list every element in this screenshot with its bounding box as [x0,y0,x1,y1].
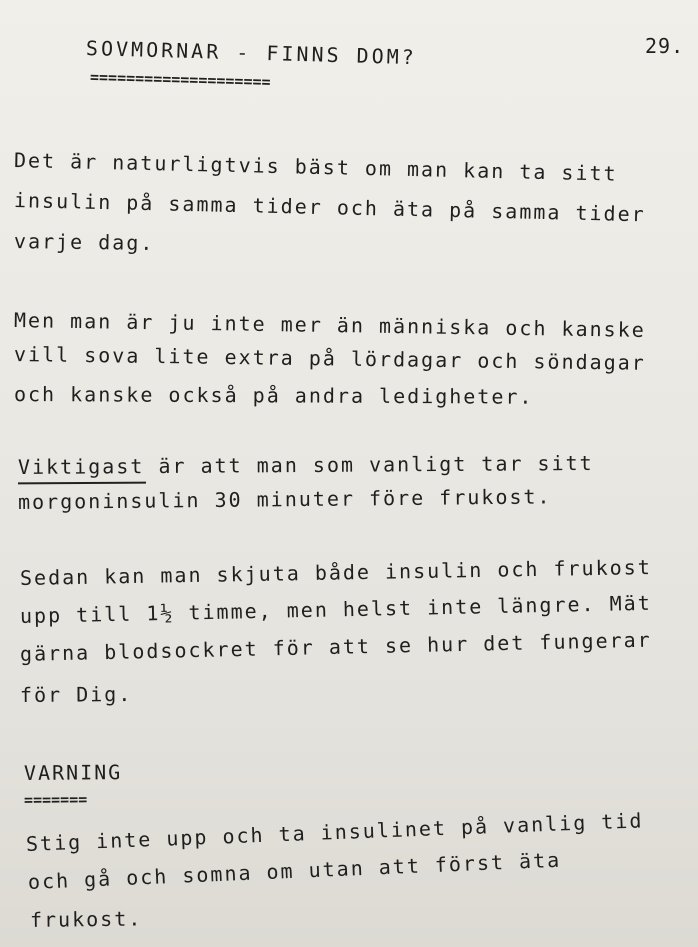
warning-heading: VARNING [23,760,123,785]
paragraph-line: gärna blodsockret för att se hur det fungerar [19,627,652,666]
emphasis-underline [18,482,146,485]
paragraph-line: Sedan kan man skjuta både insulin och frukost [19,554,652,590]
paragraph-line [17,450,594,479]
warning-line: och gå och somna om utan att först äta [27,847,562,894]
paragraph-line: för Dig. [19,682,133,707]
paragraph-line-rest: är att man som vanligt tar sitt [144,450,594,479]
paragraph-line: och kanske också på andra ledigheter. [13,382,534,409]
warning-underline: ======= [23,790,88,809]
warning-line: frukost. [29,906,143,932]
page-number: 29. [645,34,685,58]
paragraph-line: insulin på samma tider och äta på samma tider [13,188,646,227]
paragraph-line: varje dag. [13,229,155,255]
page-title: SOVMORNAR - FINNS DOM? [85,36,418,70]
emphasis-word: Viktigast [17,454,145,479]
warning-line: Stig inte upp och ta insulinet på vanlig tid [25,808,644,856]
paragraph-line: upp till 1½ timme, men helst inte längre. Mät [19,590,652,628]
paragraph-line: morgoninsulin 30 minuter före frukost. [17,484,552,514]
paragraph-line: Men man är ju inte mer än människa och kanske [13,308,646,342]
title-underline: ==================== [89,68,271,92]
paragraph-line: vill sova lite extra på lördagar och söndagar [13,342,646,375]
paragraph-line: Det är naturligtvis bäst om man kan ta sitt [13,148,618,186]
